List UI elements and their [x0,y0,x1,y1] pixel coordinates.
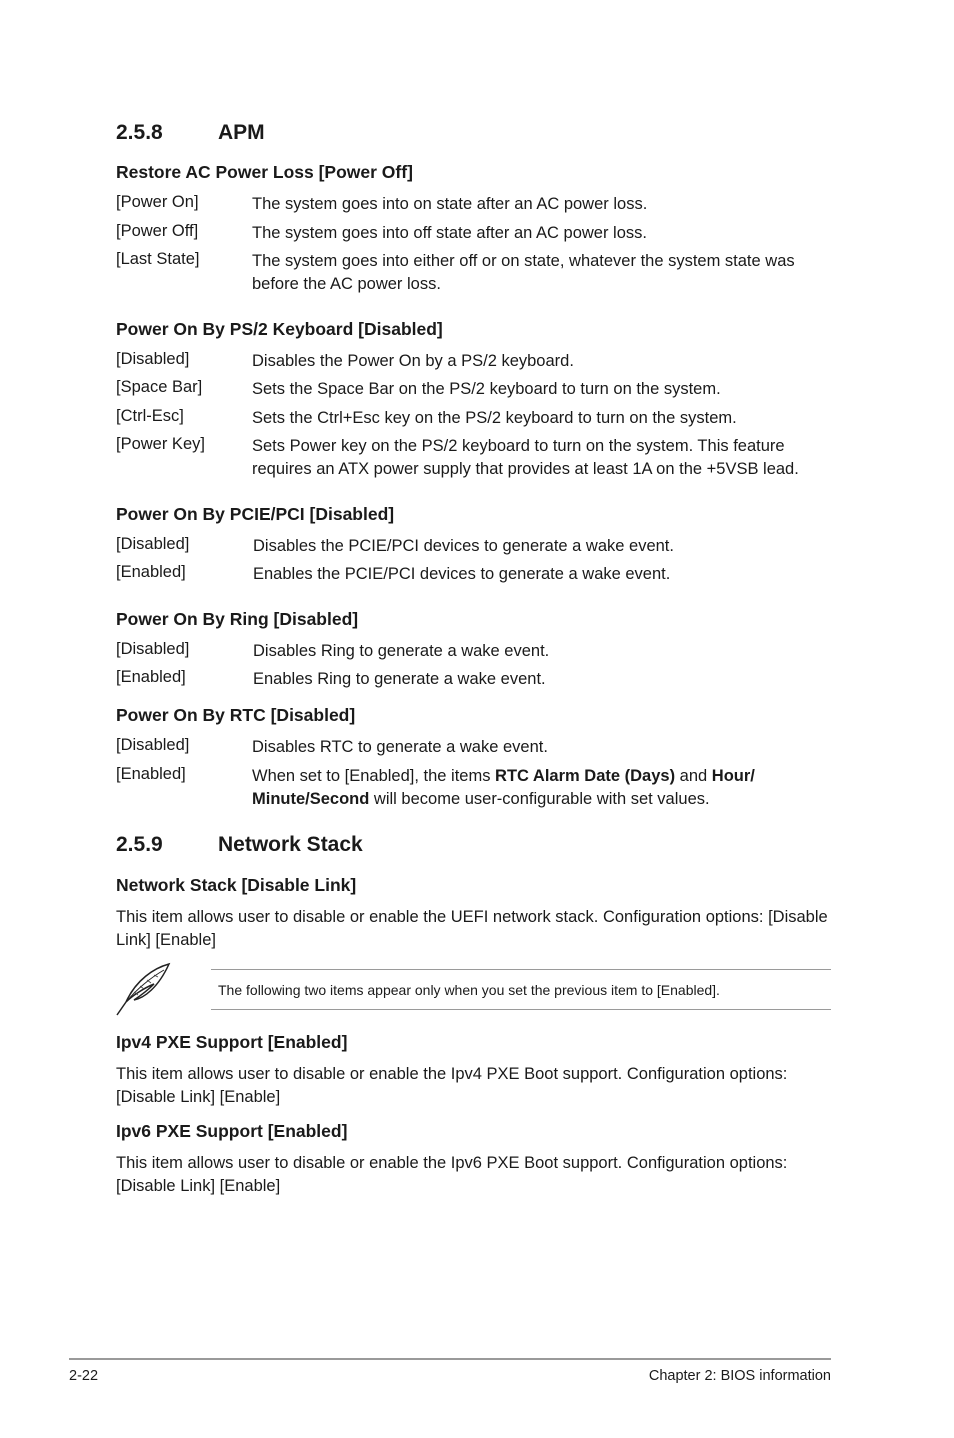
option-key: [Power On] [116,193,199,211]
option-key: [Disabled] [116,640,190,658]
option-key: [Power Key] [116,435,205,453]
desc-bold: Hour/ Minute/Second [252,767,755,808]
option-desc: Sets the Space Bar on the PS/2 keyboard to turn on the system. [252,380,721,398]
option-key: [Disabled] [116,350,190,368]
paragraph: This item allows user to disable or enable the Ipv4 PXE Boot support. Configuration options: [Disable Link] [Enable] [116,1065,788,1106]
paragraph: This item allows user to disable or enable the UEFI network stack. Configuration options: [Disable Link] [Enable] [116,908,828,949]
item-title-ps2: Power On By PS/2 Keyboard [Disabled] [116,319,443,339]
note-top-rule [211,969,831,970]
item-title-network-stack: Network Stack [Disable Link] [116,875,357,895]
option-desc: Disables the Power On by a PS/2 keyboard. [252,352,574,370]
option-key: [Disabled] [116,736,190,754]
option-desc: Enables the PCIE/PCI devices to generate a wake event. [253,565,671,583]
section-title: APM [218,121,265,144]
option-key: [Ctrl-Esc] [116,407,184,425]
item-title-pcie: Power On By PCIE/PCI [Disabled] [116,504,395,524]
option-key: [Power Off] [116,222,199,240]
option-desc: The system goes into off state after an AC power loss. [252,224,647,242]
option-key: [Last State] [116,250,200,268]
option-desc: Sets Power key on the PS/2 keyboard to turn on the system. This feature requires an ATX power supply that provides at least 1A on the +5VSB lead. [252,437,799,478]
item-title-ipv6: Ipv6 PXE Support [Enabled] [116,1121,348,1141]
paragraph: This item allows user to disable or enable the Ipv6 PXE Boot support. Configuration options: [Disable Link] [Enable] [116,1154,788,1195]
option-desc: The system goes into on state after an AC power loss. [252,195,648,213]
option-key: [Enabled] [116,765,186,783]
section-number: 2.5.9 [116,833,163,856]
option-key: [Space Bar] [116,378,203,396]
page-number: 2-22 [69,1368,99,1384]
section-number: 2.5.8 [116,121,163,144]
option-key: [Disabled] [116,535,190,553]
item-title-ring: Power On By Ring [Disabled] [116,609,359,629]
option-key: [Enabled] [116,563,186,581]
section-title: Network Stack [218,833,363,856]
note-bottom-rule [211,1009,831,1010]
desc-text: When set to [Enabled], the items [252,767,496,785]
footer-rule [69,1358,831,1360]
option-desc [252,765,797,811]
option-desc: Sets the Ctrl+Esc key on the PS/2 keyboard to turn on the system. [252,409,737,427]
desc-bold: RTC Alarm Date (Days) [495,767,676,785]
option-desc: Disables Ring to generate a wake event. [253,642,550,660]
option-desc: The system goes into either off or on state, whatever the system state was before the AC power loss. [252,252,795,293]
desc-text: and [675,767,712,785]
option-desc: Disables the PCIE/PCI devices to generate a wake event. [253,537,674,555]
chapter-label: Chapter 2: BIOS information [648,1368,831,1384]
note-text: The following two items appear only when you set the previous item to [Enabled]. [218,982,720,998]
desc-text: will become user-configurable with set values. [369,790,710,808]
item-title-rtc: Power On By RTC [Disabled] [116,705,356,725]
item-title-restore-ac: Restore AC Power Loss [Power Off] [116,162,413,182]
option-desc: Enables Ring to generate a wake event. [253,670,546,688]
item-title-ipv4: Ipv4 PXE Support [Enabled] [116,1032,348,1052]
feather-pen-icon [114,962,174,1018]
option-key: [Enabled] [116,668,186,686]
option-desc: Disables RTC to generate a wake event. [252,738,548,756]
